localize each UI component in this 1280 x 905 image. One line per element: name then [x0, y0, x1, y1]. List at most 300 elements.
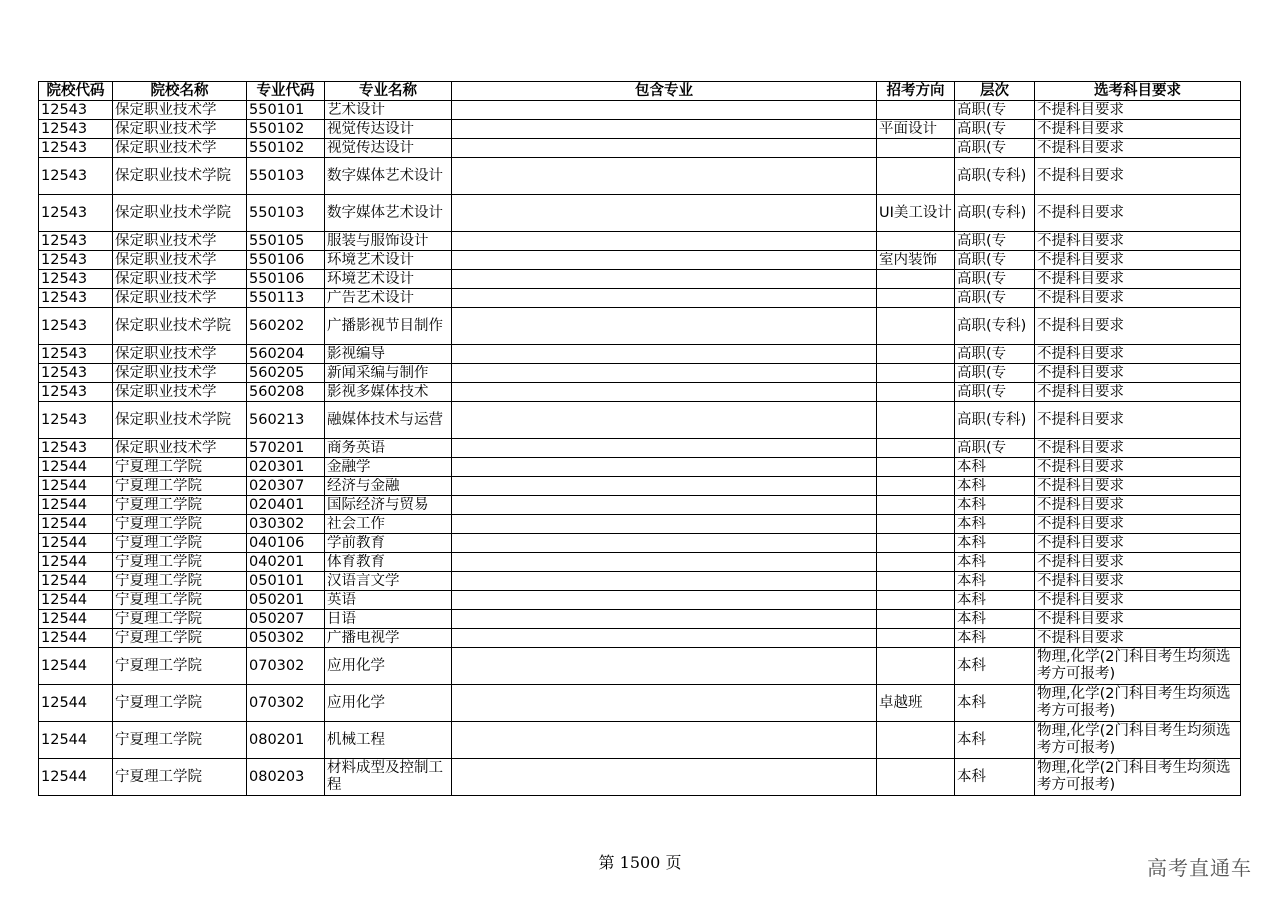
cell-major-code	[247, 195, 325, 232]
cell-text	[454, 271, 874, 288]
cell-text	[454, 535, 874, 552]
cell-text: 550106	[249, 270, 305, 287]
cell-text: 国际经济与贸易	[327, 496, 429, 513]
cell-text: 材料成型及控制工程	[327, 760, 443, 793]
cell-school-name	[113, 496, 247, 515]
table-row	[39, 439, 1241, 458]
cell-text: 物理,化学(2门科目考生均须选考方可报考)	[1037, 723, 1231, 756]
cell-direction	[877, 685, 955, 722]
cell-text	[454, 497, 874, 514]
cell-subject-requirement	[1035, 270, 1241, 289]
cell-major-name	[325, 270, 452, 289]
cell-included-majors	[452, 364, 877, 383]
cell-included-majors	[452, 251, 877, 270]
cell-school-code	[39, 759, 113, 796]
cell-major-code	[247, 345, 325, 364]
cell-direction	[877, 759, 955, 796]
cell-text: 高职(专科)	[957, 204, 1027, 221]
cell-direction	[877, 308, 955, 345]
cell-text: 保定职业技术学院	[115, 204, 231, 221]
cell-subject-requirement	[1035, 496, 1241, 515]
cell-level	[955, 270, 1035, 289]
cell-text: 数字媒体艺术设计	[327, 167, 443, 184]
table-row	[39, 158, 1241, 195]
table-row	[39, 270, 1241, 289]
cell-school-code	[39, 383, 113, 402]
cell-text: 宁夏理工学院	[115, 610, 202, 627]
cell-text	[879, 535, 952, 552]
cell-subject-requirement	[1035, 120, 1241, 139]
cell-major-name	[325, 120, 452, 139]
cell-text	[879, 630, 952, 647]
cell-major-name	[325, 383, 452, 402]
cell-text: 不提科目要求	[1037, 270, 1124, 287]
cell-text: 高职(专科)	[957, 411, 1027, 428]
cell-text: 560213	[249, 411, 305, 428]
cell-major-code	[247, 496, 325, 515]
cell-subject-requirement	[1035, 345, 1241, 364]
cell-school-name	[113, 289, 247, 308]
cell-text: 英语	[327, 591, 356, 608]
cell-direction	[877, 648, 955, 685]
cell-direction	[877, 364, 955, 383]
cell-level	[955, 402, 1035, 439]
cell-level	[955, 232, 1035, 251]
cell-text: 不提科目要求	[1037, 610, 1124, 627]
cell-school-code	[39, 270, 113, 289]
cell-direction	[877, 534, 955, 553]
cell-subject-requirement	[1035, 232, 1241, 251]
cell-text: 宁夏理工学院	[115, 534, 202, 551]
header-subject-requirement: 选考科目要求	[1035, 82, 1241, 101]
cell-included-majors	[452, 158, 877, 195]
cell-text: 汉语言文学	[327, 572, 400, 589]
cell-text: 本科	[957, 534, 986, 551]
cell-text: 12543	[41, 317, 88, 334]
cell-text	[454, 516, 874, 533]
cell-level	[955, 759, 1035, 796]
cell-school-name	[113, 458, 247, 477]
cell-subject-requirement	[1035, 610, 1241, 629]
cell-text: 高职(专	[957, 101, 1007, 118]
cell-text: 070302	[249, 657, 305, 674]
cell-school-name	[113, 515, 247, 534]
cell-school-code	[39, 195, 113, 232]
cell-school-name	[113, 120, 247, 139]
cell-major-name	[325, 477, 452, 496]
header-school-name: 院校名称	[113, 82, 247, 101]
cell-text: 不提科目要求	[1037, 345, 1124, 362]
cell-text: 12544	[41, 534, 88, 551]
cell-text: 030302	[249, 515, 305, 532]
cell-text	[879, 611, 952, 628]
table-row	[39, 591, 1241, 610]
cell-text: 12544	[41, 458, 88, 475]
cell-text: 卓越班	[879, 694, 923, 711]
cell-subject-requirement	[1035, 101, 1241, 120]
cell-text: 12543	[41, 204, 88, 221]
cell-text: 艺术设计	[327, 101, 385, 118]
cell-text: 不提科目要求	[1037, 534, 1124, 551]
cell-text: 商务英语	[327, 439, 385, 456]
cell-school-name	[113, 534, 247, 553]
cell-level	[955, 534, 1035, 553]
cell-major-name	[325, 553, 452, 572]
cell-school-code	[39, 345, 113, 364]
cell-level	[955, 685, 1035, 722]
cell-text	[454, 384, 874, 401]
cell-text: 融媒体技术与运营	[327, 411, 443, 428]
cell-level	[955, 477, 1035, 496]
cell-subject-requirement	[1035, 458, 1241, 477]
cell-text: 12543	[41, 101, 88, 118]
cell-level	[955, 120, 1035, 139]
cell-school-name	[113, 759, 247, 796]
cell-level	[955, 496, 1035, 515]
cell-included-majors	[452, 270, 877, 289]
enrollment-table	[38, 81, 1241, 796]
cell-text: 视觉传达设计	[327, 139, 414, 156]
cell-text: 保定职业技术学	[115, 439, 217, 456]
cell-major-code	[247, 458, 325, 477]
cell-text: 12544	[41, 694, 88, 711]
cell-school-code	[39, 402, 113, 439]
cell-direction	[877, 195, 955, 232]
cell-text	[879, 516, 952, 533]
cell-included-majors	[452, 308, 877, 345]
cell-major-code	[247, 685, 325, 722]
cell-major-name	[325, 139, 452, 158]
cell-text	[454, 440, 874, 457]
cell-school-name	[113, 195, 247, 232]
cell-text: 550103	[249, 204, 305, 221]
cell-school-name	[113, 402, 247, 439]
cell-text: 550102	[249, 139, 305, 156]
cell-major-name	[325, 364, 452, 383]
cell-text: 机械工程	[327, 731, 385, 748]
cell-school-code	[39, 515, 113, 534]
cell-text: 物理,化学(2门科目考生均须选考方可报考)	[1037, 760, 1231, 793]
cell-text	[879, 573, 952, 590]
cell-subject-requirement	[1035, 591, 1241, 610]
cell-text: 高职(专	[957, 251, 1007, 268]
cell-text	[454, 252, 874, 269]
cell-text: 550101	[249, 101, 305, 118]
cell-direction	[877, 158, 955, 195]
cell-major-code	[247, 759, 325, 796]
cell-level	[955, 308, 1035, 345]
cell-text: 12544	[41, 515, 88, 532]
cell-major-code	[247, 515, 325, 534]
cell-text	[879, 459, 952, 476]
table-row	[39, 553, 1241, 572]
cell-text: 020301	[249, 458, 305, 475]
cell-text: 高职(专科)	[957, 167, 1027, 184]
cell-subject-requirement	[1035, 158, 1241, 195]
cell-text: 社会工作	[327, 515, 385, 532]
cell-text: 保定职业技术学院	[115, 411, 231, 428]
cell-included-majors	[452, 496, 877, 515]
cell-school-code	[39, 458, 113, 477]
cell-text: 宁夏理工学院	[115, 515, 202, 532]
cell-text: 保定职业技术学	[115, 289, 217, 306]
cell-level	[955, 648, 1035, 685]
cell-direction	[877, 553, 955, 572]
cell-text: 本科	[957, 458, 986, 475]
cell-text: 本科	[957, 657, 986, 674]
cell-school-name	[113, 648, 247, 685]
table-row	[39, 232, 1241, 251]
cell-school-code	[39, 722, 113, 759]
cell-text: 不提科目要求	[1037, 591, 1124, 608]
cell-text	[454, 121, 874, 138]
cell-text: 12543	[41, 439, 88, 456]
cell-school-name	[113, 629, 247, 648]
cell-text: 服装与服饰设计	[327, 232, 429, 249]
cell-text	[879, 497, 952, 514]
cell-school-code	[39, 251, 113, 270]
cell-text: 050201	[249, 591, 305, 608]
cell-major-name	[325, 496, 452, 515]
cell-major-code	[247, 270, 325, 289]
cell-included-majors	[452, 685, 877, 722]
cell-text: 高职(专	[957, 439, 1007, 456]
cell-text: 不提科目要求	[1037, 101, 1124, 118]
cell-text	[454, 290, 874, 307]
table-row	[39, 120, 1241, 139]
cell-major-name	[325, 685, 452, 722]
cell-subject-requirement	[1035, 383, 1241, 402]
cell-text: 550106	[249, 251, 305, 268]
cell-text	[454, 459, 874, 476]
cell-text: 体育教育	[327, 553, 385, 570]
cell-text: 保定职业技术学	[115, 139, 217, 156]
cell-text: 保定职业技术学院	[115, 167, 231, 184]
cell-school-code	[39, 439, 113, 458]
cell-text: 本科	[957, 731, 986, 748]
table-row	[39, 289, 1241, 308]
cell-text: 12543	[41, 120, 88, 137]
cell-included-majors	[452, 232, 877, 251]
cell-text: 平面设计	[879, 120, 937, 137]
cell-text: 环境艺术设计	[327, 251, 414, 268]
cell-text: 本科	[957, 694, 986, 711]
cell-subject-requirement	[1035, 515, 1241, 534]
cell-level	[955, 139, 1035, 158]
cell-text	[454, 478, 874, 495]
cell-direction	[877, 439, 955, 458]
cell-included-majors	[452, 572, 877, 591]
cell-subject-requirement	[1035, 534, 1241, 553]
cell-school-name	[113, 139, 247, 158]
cell-major-name	[325, 158, 452, 195]
cell-major-name	[325, 458, 452, 477]
cell-text: 12543	[41, 139, 88, 156]
cell-text: 12543	[41, 251, 88, 268]
cell-included-majors	[452, 610, 877, 629]
cell-text: 不提科目要求	[1037, 477, 1124, 494]
table-row	[39, 402, 1241, 439]
cell-subject-requirement	[1035, 722, 1241, 759]
cell-major-name	[325, 534, 452, 553]
cell-text: 12543	[41, 411, 88, 428]
cell-text	[879, 140, 952, 157]
cell-direction	[877, 289, 955, 308]
cell-direction	[877, 458, 955, 477]
cell-included-majors	[452, 534, 877, 553]
cell-text: 物理,化学(2门科目考生均须选考方可报考)	[1037, 649, 1231, 682]
cell-level	[955, 591, 1035, 610]
cell-school-name	[113, 345, 247, 364]
cell-included-majors	[452, 591, 877, 610]
cell-text: 570201	[249, 439, 305, 456]
cell-text	[879, 592, 952, 609]
table-row	[39, 477, 1241, 496]
cell-school-code	[39, 648, 113, 685]
cell-text	[879, 102, 952, 119]
cell-text: 保定职业技术学	[115, 101, 217, 118]
cell-school-name	[113, 572, 247, 591]
cell-text: 高职(专	[957, 270, 1007, 287]
cell-text: 560205	[249, 364, 305, 381]
cell-major-name	[325, 251, 452, 270]
cell-text: 12544	[41, 572, 88, 589]
watermark: 高考直通车	[1147, 856, 1252, 880]
cell-text: 经济与金融	[327, 477, 400, 494]
cell-text: 不提科目要求	[1037, 120, 1124, 137]
cell-text: 050302	[249, 629, 305, 646]
cell-text: 12543	[41, 345, 88, 362]
cell-level	[955, 722, 1035, 759]
cell-school-code	[39, 120, 113, 139]
cell-subject-requirement	[1035, 553, 1241, 572]
cell-text: 宁夏理工学院	[115, 591, 202, 608]
header-direction: 招考方向	[877, 82, 955, 101]
cell-text: 宁夏理工学院	[115, 629, 202, 646]
cell-level	[955, 439, 1035, 458]
cell-direction	[877, 477, 955, 496]
cell-text	[879, 384, 952, 401]
cell-text: 本科	[957, 768, 986, 785]
cell-major-name	[325, 629, 452, 648]
page-number: 第 1500 页	[598, 853, 682, 872]
cell-major-code	[247, 383, 325, 402]
cell-school-code	[39, 610, 113, 629]
cell-school-code	[39, 629, 113, 648]
cell-school-name	[113, 553, 247, 572]
cell-direction	[877, 383, 955, 402]
cell-level	[955, 383, 1035, 402]
cell-level	[955, 515, 1035, 534]
cell-text: 新闻采编与制作	[327, 364, 429, 381]
cell-text: 不提科目要求	[1037, 629, 1124, 646]
cell-text: 12544	[41, 477, 88, 494]
cell-text: 不提科目要求	[1037, 383, 1124, 400]
cell-text: 广播影视节目制作	[327, 317, 443, 334]
cell-text: 高职(专	[957, 364, 1007, 381]
cell-school-code	[39, 477, 113, 496]
cell-text: 宁夏理工学院	[115, 768, 202, 785]
cell-text: 本科	[957, 572, 986, 589]
cell-text: 不提科目要求	[1037, 289, 1124, 306]
cell-text: 广告艺术设计	[327, 289, 414, 306]
cell-text	[454, 592, 874, 609]
cell-text: 12544	[41, 553, 88, 570]
cell-text: 高职(专	[957, 232, 1007, 249]
cell-text: 不提科目要求	[1037, 458, 1124, 475]
cell-major-code	[247, 534, 325, 553]
cell-text: 020307	[249, 477, 305, 494]
cell-direction	[877, 572, 955, 591]
cell-school-code	[39, 101, 113, 120]
cell-major-name	[325, 232, 452, 251]
cell-text: 本科	[957, 553, 986, 570]
cell-major-code	[247, 308, 325, 345]
cell-major-code	[247, 101, 325, 120]
header-level: 层次	[955, 82, 1035, 101]
cell-major-code	[247, 629, 325, 648]
table-row	[39, 496, 1241, 515]
cell-text: 金融学	[327, 458, 371, 475]
cell-direction	[877, 496, 955, 515]
cell-text: 物理,化学(2门科目考生均须选考方可报考)	[1037, 686, 1231, 719]
cell-direction	[877, 251, 955, 270]
cell-included-majors	[452, 383, 877, 402]
cell-major-code	[247, 648, 325, 685]
cell-text: 保定职业技术学	[115, 364, 217, 381]
cell-text: 不提科目要求	[1037, 364, 1124, 381]
table-row	[39, 345, 1241, 364]
cell-text: 12544	[41, 731, 88, 748]
cell-direction	[877, 515, 955, 534]
cell-included-majors	[452, 402, 877, 439]
cell-school-code	[39, 685, 113, 722]
cell-included-majors	[452, 195, 877, 232]
cell-text	[454, 611, 874, 628]
cell-major-code	[247, 120, 325, 139]
cell-text: 宁夏理工学院	[115, 553, 202, 570]
cell-text: 050101	[249, 572, 305, 589]
cell-text: 12543	[41, 383, 88, 400]
cell-subject-requirement	[1035, 572, 1241, 591]
cell-text: 12544	[41, 629, 88, 646]
cell-subject-requirement	[1035, 477, 1241, 496]
cell-text: 550113	[249, 289, 305, 306]
table-header-row	[39, 82, 1241, 101]
cell-direction	[877, 345, 955, 364]
cell-major-name	[325, 572, 452, 591]
cell-text: 560202	[249, 317, 305, 334]
cell-text: 高职(专科)	[957, 317, 1027, 334]
cell-text: 12543	[41, 364, 88, 381]
cell-subject-requirement	[1035, 402, 1241, 439]
cell-text: 12543	[41, 232, 88, 249]
cell-included-majors	[452, 722, 877, 759]
cell-text: 保定职业技术学院	[115, 317, 231, 334]
cell-text: 不提科目要求	[1037, 167, 1124, 184]
cell-school-name	[113, 383, 247, 402]
cell-text: 高职(专	[957, 289, 1007, 306]
cell-major-code	[247, 553, 325, 572]
cell-text: 高职(专	[957, 120, 1007, 137]
cell-text: 不提科目要求	[1037, 204, 1124, 221]
cell-text	[879, 346, 952, 363]
cell-text: 560204	[249, 345, 305, 362]
cell-text: 影视编导	[327, 345, 385, 362]
cell-subject-requirement	[1035, 685, 1241, 722]
cell-school-code	[39, 289, 113, 308]
table-row	[39, 685, 1241, 722]
